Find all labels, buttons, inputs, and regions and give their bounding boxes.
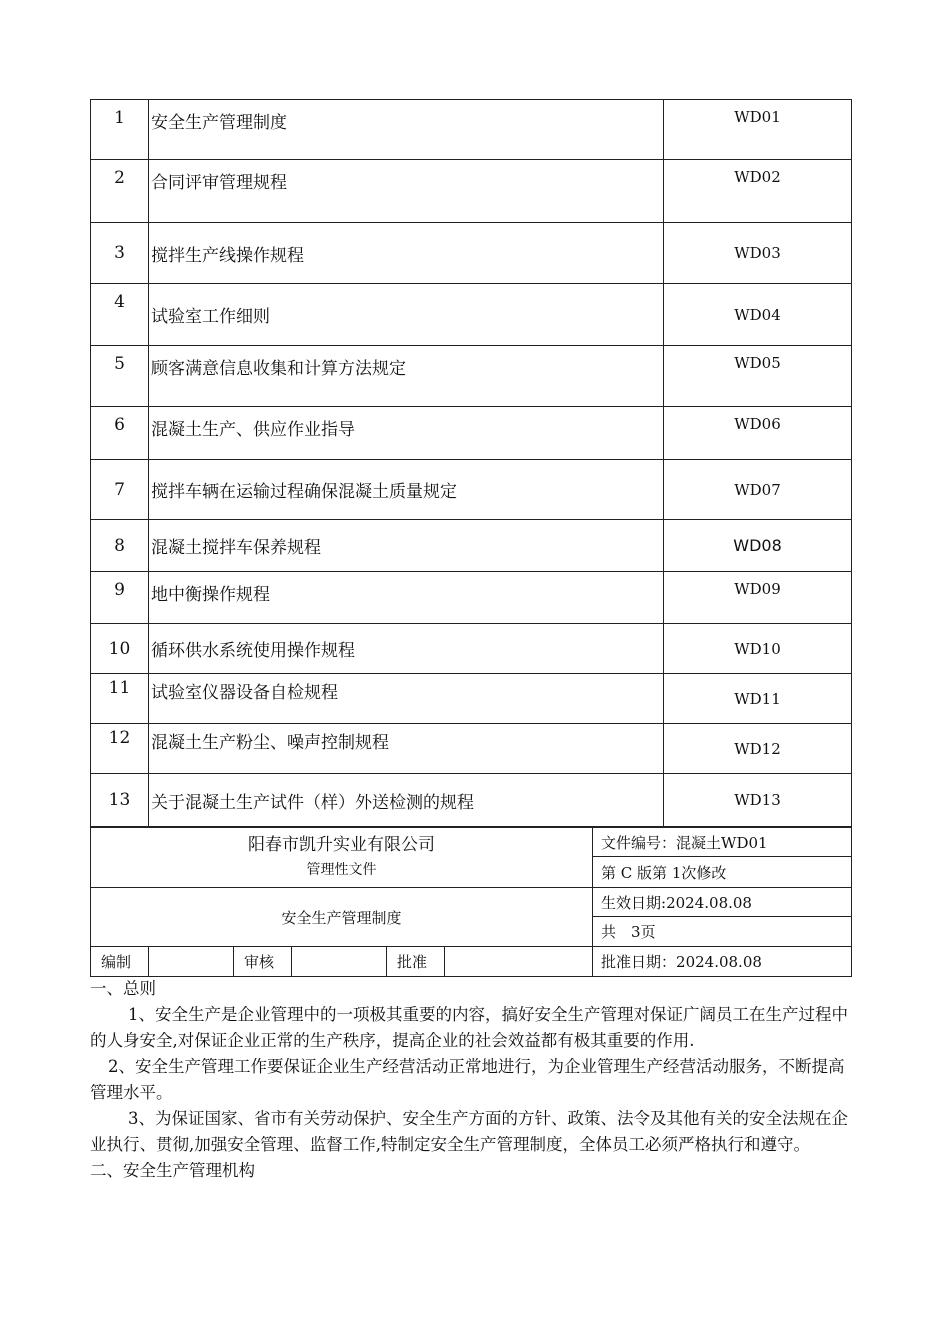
- row-code: WD06: [664, 407, 852, 460]
- section-heading: 一、总则: [90, 979, 156, 998]
- row-number: 8: [91, 520, 149, 572]
- table-row: [91, 572, 852, 624]
- effective-date: 生效日期:2024.08.08: [593, 888, 852, 917]
- row-code: WD09: [664, 572, 852, 624]
- row-number: 10: [91, 624, 149, 674]
- row-number: 1: [91, 100, 149, 160]
- row-number: 13: [91, 774, 149, 827]
- approve-date: 批准日期：2024.08.08: [593, 947, 852, 977]
- approve-label: 批准: [387, 947, 445, 977]
- table-row: [91, 407, 852, 460]
- table-row: [91, 223, 852, 284]
- table-row: [91, 160, 852, 223]
- row-title: 混凝土生产、供应作业指导: [149, 407, 664, 460]
- row-title: 循环供水系统使用操作规程: [149, 624, 664, 674]
- review-label: 审核: [234, 947, 292, 977]
- table-row: [91, 346, 852, 407]
- row-code: WD01: [664, 100, 852, 160]
- row-number: 12: [91, 724, 149, 774]
- revision-info: 第 C 版第 1次修改: [593, 857, 852, 888]
- table-row: [91, 674, 852, 724]
- row-code: WD08: [664, 520, 852, 572]
- compile-signature-cell: [149, 947, 234, 977]
- paragraph: 1、安全生产是企业管理中的一项极其重要的内容，搞好安全生产管理对保证广阔员工在生产过程中的人身安全,对保证企业正常的生产秩序，提高企业的社会效益都有极其重要的作用.: [90, 1005, 848, 1050]
- document-header-table: [90, 827, 852, 977]
- company-name: 阳春市凯升实业有限公司: [248, 835, 436, 855]
- row-title: 试验室仪器设备自检规程: [149, 674, 664, 724]
- row-code: WD11: [664, 674, 852, 724]
- row-number: 3: [91, 223, 149, 284]
- row-title: 试验室工作细则: [149, 284, 664, 346]
- document-title: 安全生产管理制度: [91, 888, 593, 947]
- row-title: 搅拌车辆在运输过程确保混凝土质量规定: [149, 460, 664, 520]
- row-code: WD04: [664, 284, 852, 346]
- row-number: 5: [91, 346, 149, 407]
- row-code: WD07: [664, 460, 852, 520]
- row-number: 6: [91, 407, 149, 460]
- row-number: 4: [91, 284, 149, 346]
- table-row: [91, 774, 852, 827]
- compile-label: 编制: [91, 947, 149, 977]
- table-row: [91, 284, 852, 346]
- paragraph: 3、为保证国家、省市有关劳动保护、安全生产方面的方针、政策、法令及其他有关的安全法规在企业执行、贯彻,加强安全管理、监督工作,特制定安全生产管理制度，全体员工必须严格执行和遵守。: [90, 1109, 848, 1154]
- row-code: WD03: [664, 223, 852, 284]
- document-category: 管理性文件: [306, 862, 377, 878]
- review-signature-cell: [292, 947, 387, 977]
- row-title: 安全生产管理制度: [149, 100, 664, 160]
- row-code: WD12: [664, 724, 852, 774]
- paragraph: 2、安全生产管理工作要保证企业生产经营活动正常地进行，为企业管理生产经营活动服务，不断提高管理水平。: [90, 1057, 845, 1102]
- row-code: WD13: [664, 774, 852, 827]
- table-row: [91, 624, 852, 674]
- table-row: [91, 460, 852, 520]
- table-row: [91, 520, 852, 572]
- row-code: WD02: [664, 160, 852, 223]
- row-title: 混凝土搅拌车保养规程: [149, 520, 664, 572]
- document-body: [90, 976, 860, 1184]
- row-title: 混凝土生产粉尘、噪声控制规程: [149, 724, 664, 774]
- table-row: [91, 100, 852, 160]
- section-heading: 二、安全生产管理机构: [90, 1161, 255, 1180]
- row-number: 11: [91, 674, 149, 724]
- row-title: 搅拌生产线操作规程: [149, 223, 664, 284]
- page-count: 共 3页: [593, 917, 852, 947]
- row-title: 关于混凝土生产试件（样）外送检测的规程: [149, 774, 664, 827]
- row-title: 地中衡操作规程: [149, 572, 664, 624]
- document-list-table: [90, 99, 852, 827]
- row-title: 顾客满意信息收集和计算方法规定: [149, 346, 664, 407]
- row-code: WD10: [664, 624, 852, 674]
- table-row: [91, 724, 852, 774]
- row-number: 7: [91, 460, 149, 520]
- row-number: 9: [91, 572, 149, 624]
- approve-signature-cell: [445, 947, 593, 977]
- row-code: WD05: [664, 346, 852, 407]
- row-number: 2: [91, 160, 149, 223]
- row-title: 合同评审管理规程: [149, 160, 664, 223]
- company-block: [91, 828, 593, 888]
- document-number: 文件编号：混凝土WD01: [593, 828, 852, 857]
